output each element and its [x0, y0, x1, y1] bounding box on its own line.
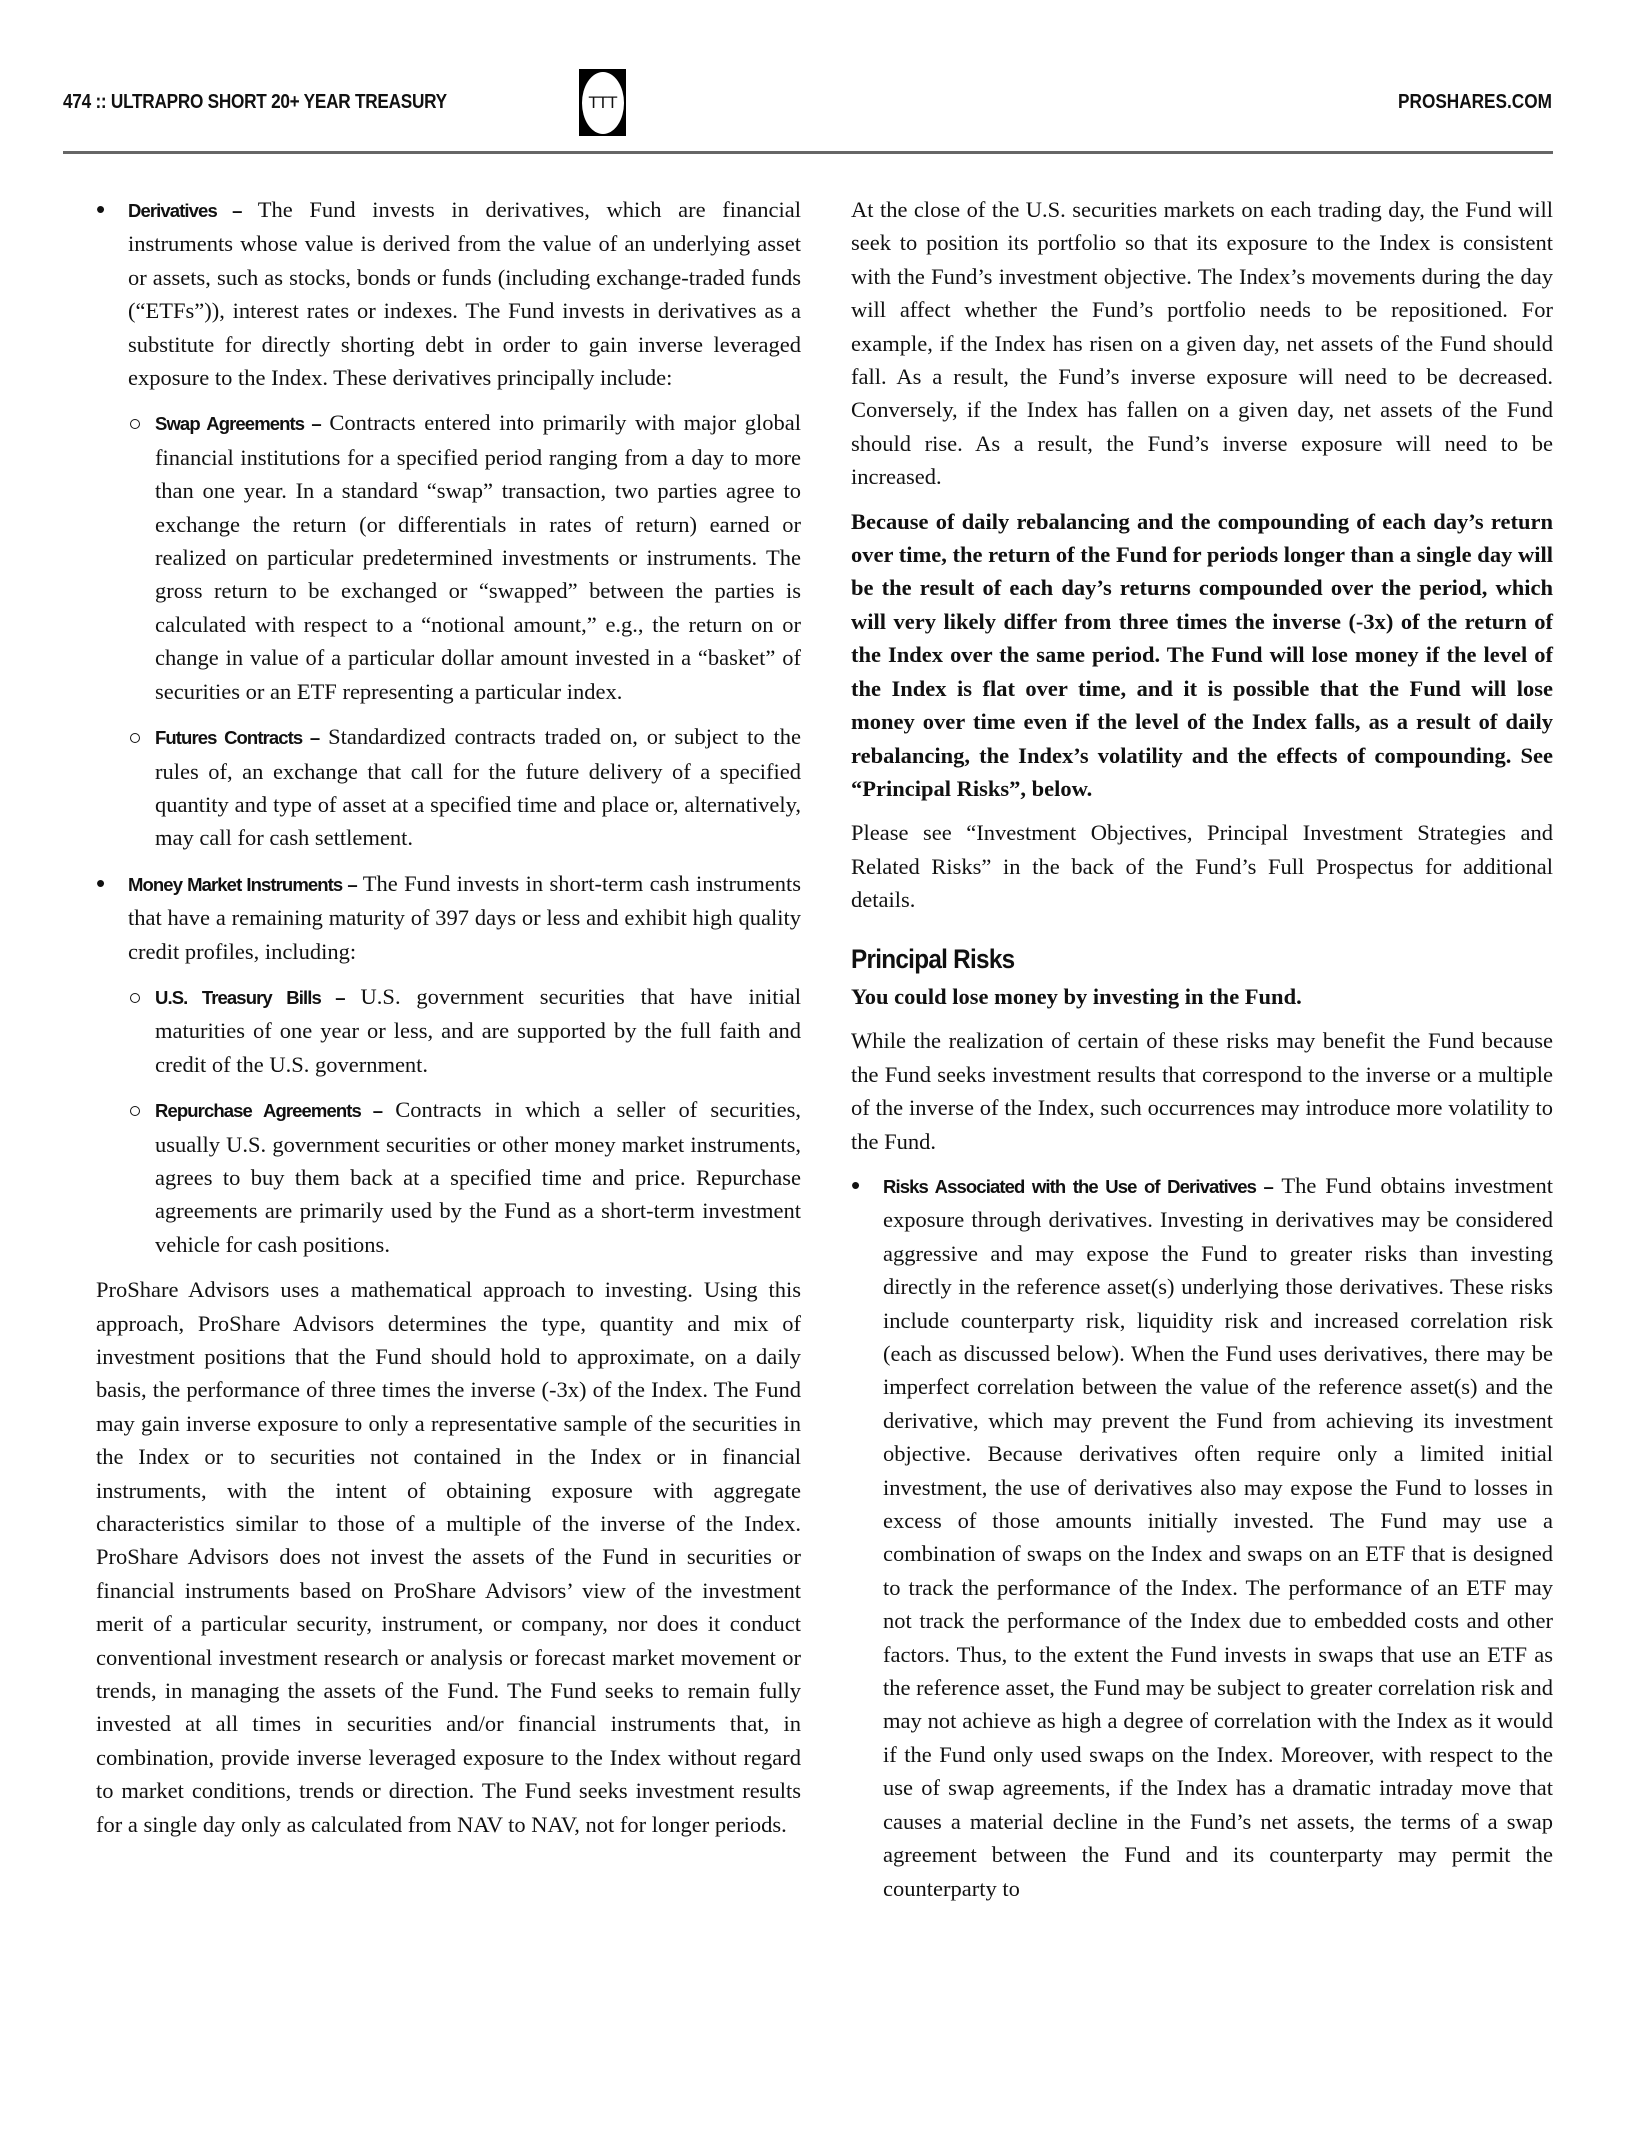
sub-bullet-text: Contracts in which a seller of securities, usually U.S. government securities or other money market instruments, agrees to buy them back at a specified time and price. Repurchase agreements are primarily used by the Fund as a short-term investment vehicle for cash positions. — [155, 1097, 801, 1257]
see-prospectus-paragraph: Please see “Investment Objectives, Principal Investment Strategies and Related Risks” in the back of the Fund’s Full Prospectus for additional details. — [851, 820, 1553, 913]
risk-subheading: You could lose money by investing in the Fund. — [851, 983, 1302, 1009]
site-name: PROSHARES.COM — [1398, 91, 1552, 113]
left-column — [96, 193, 801, 1852]
header-divider — [63, 151, 1553, 154]
strategy-bullet-list — [96, 193, 801, 1261]
sub-bullet-label: Repurchase Agreements – — [155, 1100, 383, 1122]
ticker-logo-text: TTT — [582, 72, 624, 134]
sub-bullet-treasury-bills — [128, 980, 801, 1081]
page-header — [0, 0, 1650, 160]
sub-bullet-futures-contracts — [128, 720, 801, 855]
bullet-label: Money Market Instruments – — [128, 873, 357, 895]
sub-bullet-text: Contracts entered into primarily with major global financial institutions for a specified period ranging from a day to more than one year. In a standard “swap” transaction, two parties agree to exchange the return (or differentials in rates of return) earned or realized on particular predetermined investments or instruments. The gross return to be exchanged or “swapped” between the parties is calculated with respect to a “notional amount,” e.g., the return on or change in value of a particular dollar amount invested in a “basket” of securities or an ETF representing a particular index. — [155, 410, 802, 704]
page-title: 474 :: ULTRAPRO SHORT 20+ YEAR TREASURY — [63, 91, 447, 113]
bullet-text: The Fund obtains investment exposure through derivatives. Investing in derivatives may be considered aggressive and may expose the Fund to greater risks than investing directly in the reference asset(s) underlying those derivatives. These risks include counterparty risk, liquidity risk and increased correlation risk (each as discussed below). When the Fund uses derivatives, there may be imperfect correlation between the value of the reference asset(s) and the derivative, which may prevent the Fund from achieving its investment objective. Because derivatives often require only a limited initial investment, the use of derivatives also may expose the Fund to losses in excess of those amounts initially invested. The Fund may use a combination of swaps on the Index and swaps on an ETF that is designed to track the performance of the Index. The performance of an ETF may not track the performance of the Index due to embedded costs and other factors. Thus, to the extent the Fund invests in swaps that use an ETF as the reference asset, the Fund may be subject to greater correlation risk and may not achieve as high a degree of correlation with the Index as it would if the Fund only used swaps on the Index. Moreover, with respect to the use of swap agreements, if the Index has a dramatic intraday move that causes a material decline in the Fund’s net assets, the terms of a swap agreement between the Fund and its counterparty may permit the counterparty to — [883, 1172, 1553, 1901]
right-column — [851, 193, 1553, 1915]
bullet-label: Derivatives – — [128, 200, 242, 221]
derivatives-sub-list — [128, 406, 801, 854]
bullet-derivatives — [96, 193, 801, 855]
rebalancing-paragraph: At the close of the U.S. securities markets on each trading day, the Fund will seek to position its portfolio so that its exposure to the Index is consistent with the Fund’s investment objective. The Index’s movements during the day will affect whether the Fund’s portfolio needs to be repositioned. For example, if the Index has risen on a given day, net assets of the Fund should fall. As a result, the Fund’s inverse exposure will need to be decreased. Conversely, if the Index has fallen on a given day, net assets of the Fund should rise. As a result, the Fund’s inverse exposure will need to be increased. — [851, 197, 1553, 490]
section-heading-principal-risks: Principal Risks — [851, 943, 1015, 974]
sub-bullet-text: U.S. government securities that have initial maturities of one year or less, and are supported by the full faith and credit of the U.S. government. — [155, 983, 802, 1077]
sub-bullet-swap-agreements — [128, 406, 801, 708]
sub-bullet-repurchase-agreements — [128, 1093, 801, 1261]
bullet-derivatives-risk — [851, 1169, 1553, 1905]
bullet-money-market — [96, 867, 801, 1261]
approach-paragraph: ProShare Advisors uses a mathematical approach to investing. Using this approach, ProShare Advisors determines the type, quantity and mix of investment positions that the Fund should hold to approximate, on a daily basis, the performance of three times the inverse (-3x) of the Index. The Fund may gain inverse exposure to only a representative sample of the securities in the Index or to securities not contained in the Index or in financial instruments, with the intent of obtaining exposure with aggregate characteristics similar to those of a multiple of the inverse of the Index. ProShare Advisors does not invest the assets of the Fund in securities or financial instruments based on ProShare Advisors’ view of the investment merit of a particular security, instrument, or company, nor does it conduct conventional investment research or analysis or forecast market movement or trends, in managing the assets of the Fund. The Fund seeks to remain fully invested at all times in securities and/or financial instruments that, in combination, provide inverse leveraged exposure to the Index without regard to market conditions, trends or direction. The Fund seeks investment results for a single day only as calculated from NAV to NAV, not for longer periods. — [96, 1277, 801, 1837]
ticker-logo-icon — [579, 69, 626, 136]
money-market-sub-list — [128, 980, 801, 1261]
risk-intro-paragraph: While the realization of certain of these risks may benefit the Fund because the Fund seeks investment results that correspond to the inverse or a multiple of the inverse of the Index, such occurrences may introduce more volatility to the Fund. — [851, 1028, 1553, 1154]
bullet-text: The Fund invests in derivatives, which are financial instruments whose value is derived from the value of an underlying asset or assets, such as stocks, bonds or funds (including exchange-traded funds (“ETFs”)), interest rates or indexes. The Fund invests in derivatives as a substitute for directly shorting debt in order to gain inverse leveraged exposure to the Index. These derivatives principally include: — [128, 197, 801, 391]
sub-bullet-label: U.S. Treasury Bills – — [155, 986, 345, 1008]
bullet-text: The Fund invests in short-term cash instruments that have a remaining maturity of 397 days or less and exhibit high quality credit profiles, including: — [128, 870, 801, 964]
sub-bullet-label: Futures Contracts – — [155, 727, 320, 749]
bullet-label: Risks Associated with the Use of Derivatives – — [883, 1175, 1273, 1197]
compounding-warning-paragraph: Because of daily rebalancing and the compounding of each day’s return over time, the return of the Fund for periods longer than a single day will be the result of each day’s returns compounded over the period, which will very likely differ from three times the inverse (-3x) of the return of the Index over the same period. The Fund will lose money if the level of the Index is flat over time, and it is possible that the Fund will lose money over time even if the level of the Index falls, as a result of daily rebalancing, the Index’s volatility and the effects of compounding. See “Principal Risks”, below. — [851, 508, 1553, 801]
sub-bullet-text: Standardized contracts traded on, or subject to the rules of, an exchange that call for the future delivery of a specified quantity and type of asset at a specified time and place or, alternatively, may call for cash settlement. — [155, 724, 801, 851]
sub-bullet-label: Swap Agreements – — [155, 413, 321, 435]
risk-bullet-list — [851, 1169, 1553, 1905]
